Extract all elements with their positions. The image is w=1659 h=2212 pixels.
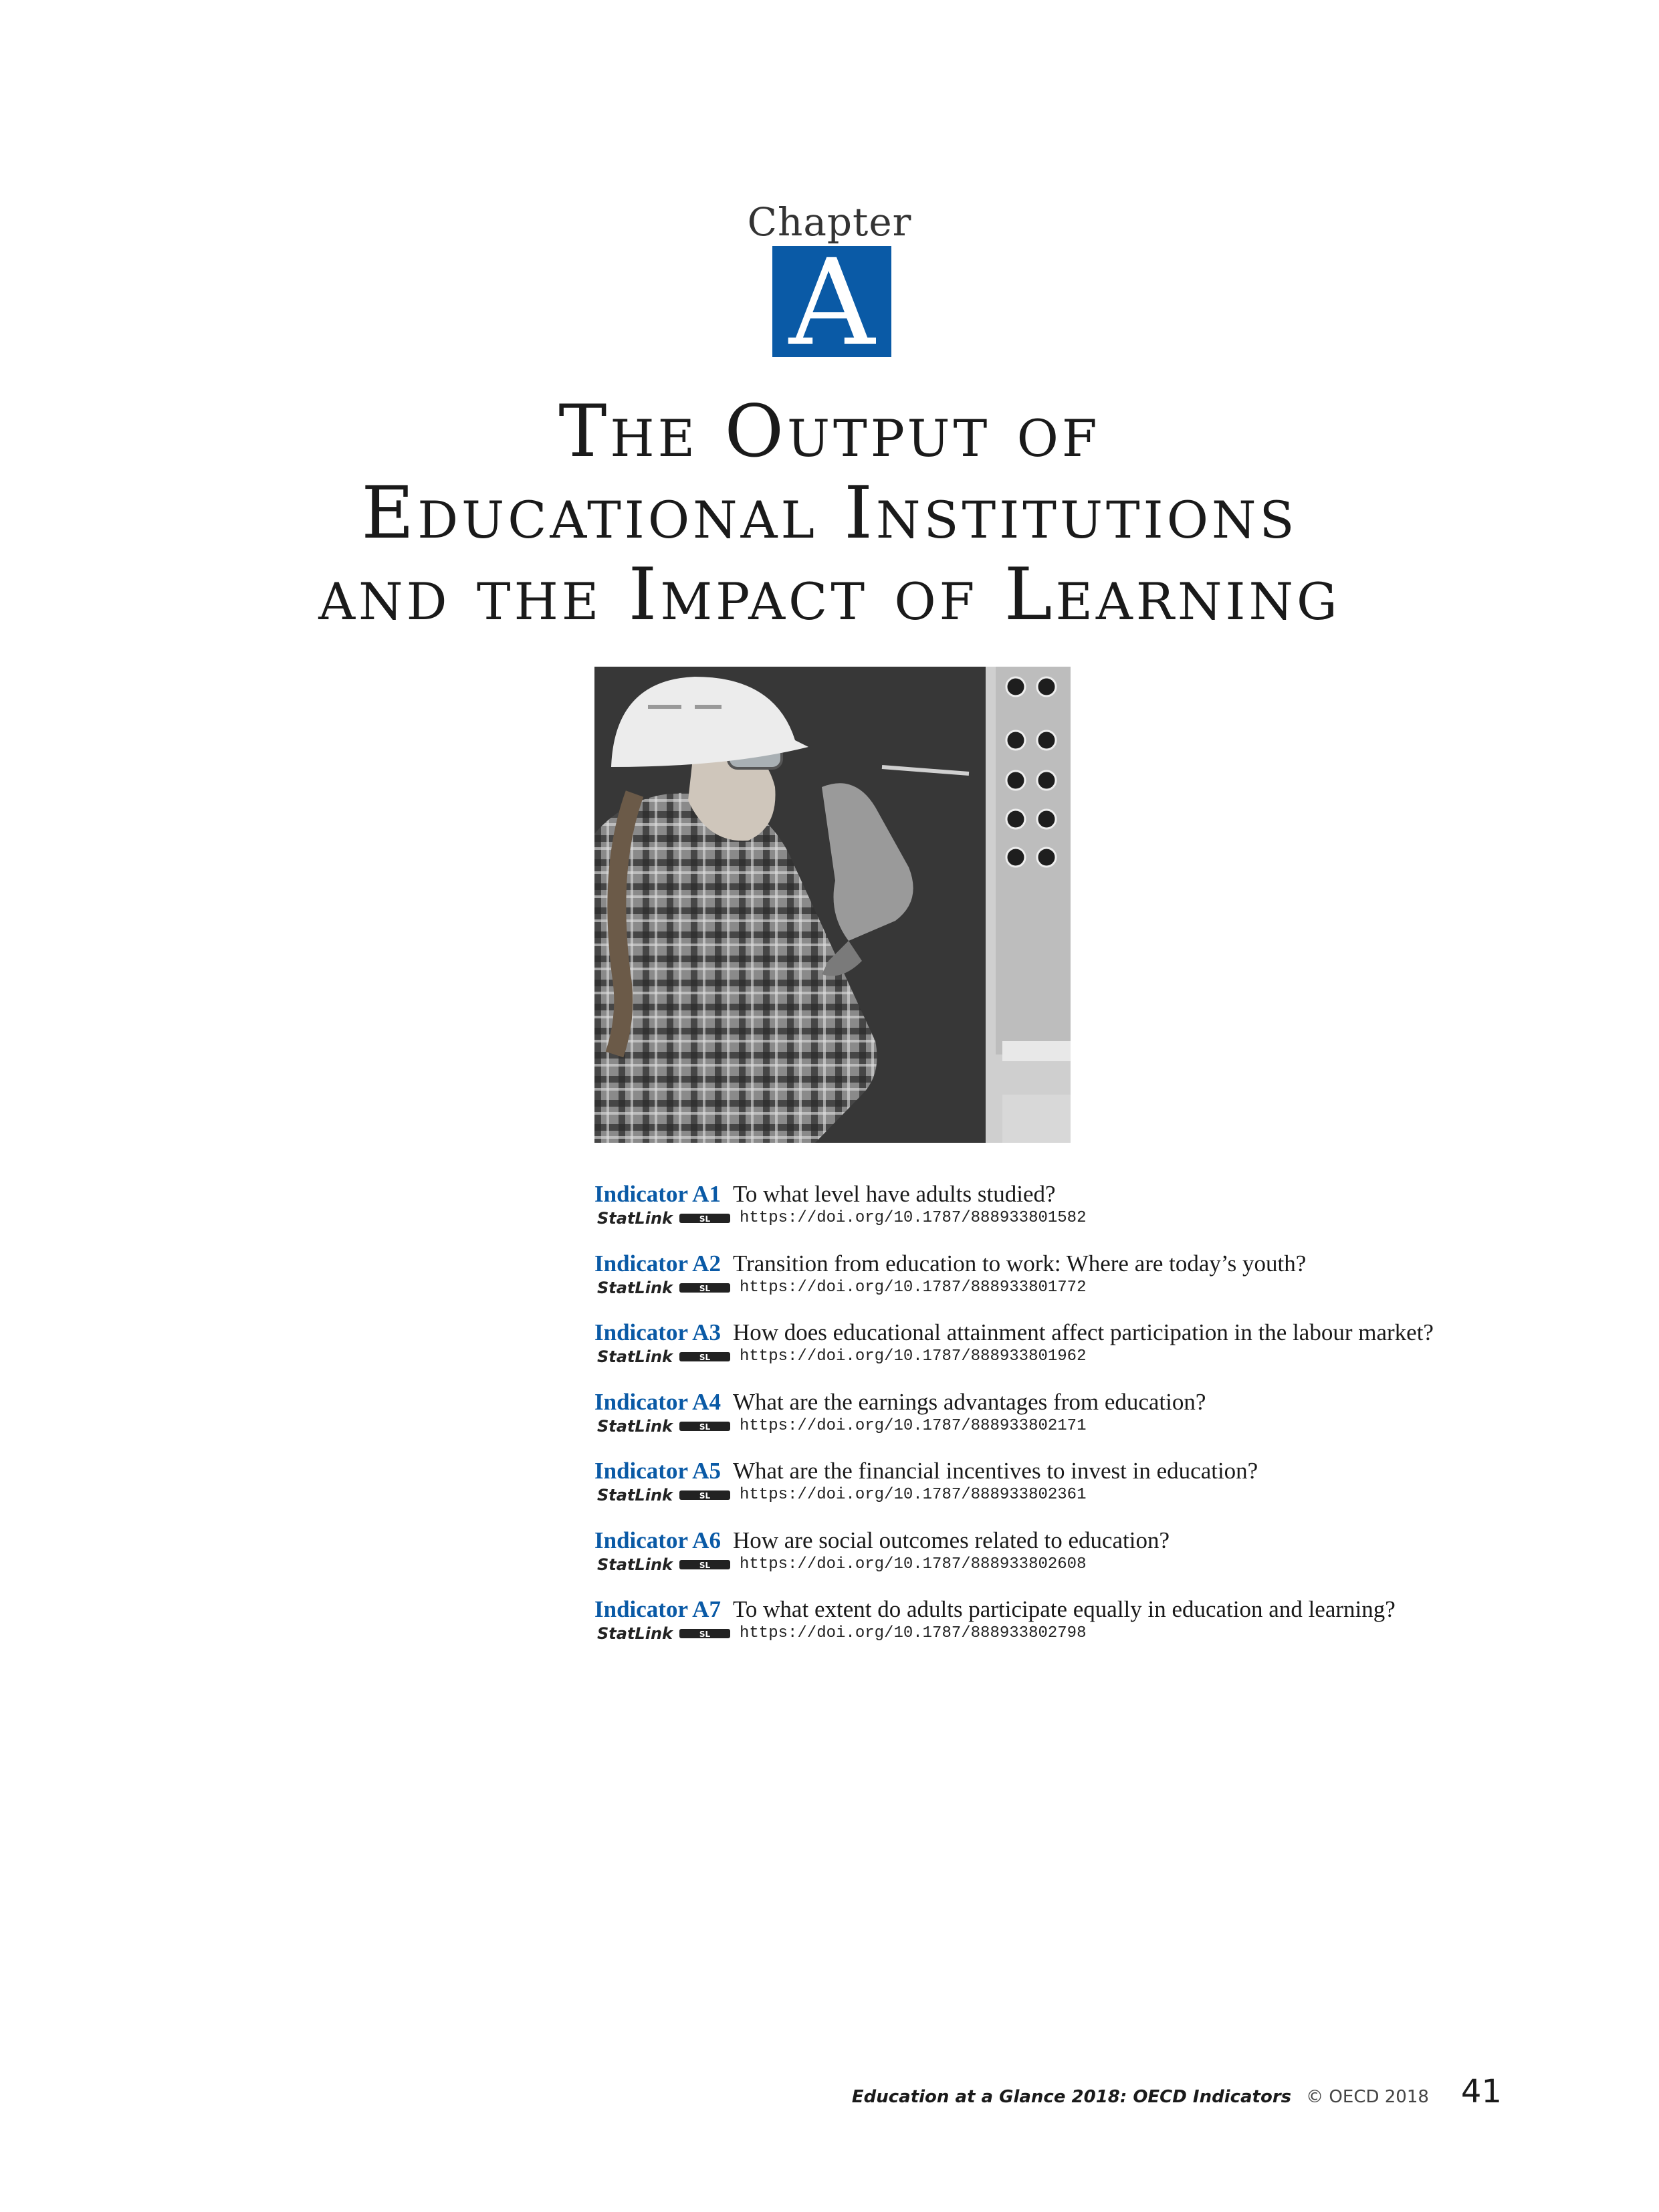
indicator-question: What are the earnings advantages from education? [732, 1388, 1206, 1415]
indicator-question: What are the financial incentives to invest in education? [732, 1458, 1258, 1484]
statlink-label: StatLink [597, 1278, 673, 1297]
indicator-question: How are social outcomes related to education? [732, 1527, 1170, 1553]
statlink-url[interactable]: https://doi.org/10.1787/888933802171 [740, 1416, 1087, 1435]
indicator-question: To what extent do adults participate equally in education and learning? [732, 1596, 1396, 1622]
indicator-item [594, 1319, 1597, 1388]
indicator-item [594, 1595, 1597, 1665]
indicator-item [594, 1180, 1597, 1250]
indicator-item [594, 1527, 1597, 1596]
chapter-title [0, 391, 1659, 636]
statlink-icon [679, 1558, 730, 1571]
statlink-label: StatLink [597, 1624, 673, 1643]
indicator-code[interactable]: Indicator A1 [594, 1181, 721, 1207]
svg-text:SL: SL [699, 1353, 711, 1362]
indicator-code[interactable]: Indicator A2 [594, 1250, 721, 1277]
chapter-letter: A [788, 233, 875, 372]
indicator-question: Transition from education to work: Where are today’s youth? [732, 1250, 1307, 1277]
chapter-title-line: Educational Institutions [361, 471, 1298, 555]
statlink-icon [679, 1212, 730, 1225]
chapter-label: Chapter [747, 199, 912, 245]
statlink-url[interactable]: https://doi.org/10.1787/888933801962 [740, 1347, 1087, 1365]
statlink-icon [679, 1488, 730, 1502]
statlink-label: StatLink [597, 1209, 673, 1228]
indicator-item [594, 1250, 1597, 1319]
statlink-url[interactable]: https://doi.org/10.1787/888933802361 [740, 1486, 1087, 1504]
indicator-question: How does educational attainment affect participation in the labour market? [732, 1319, 1434, 1345]
statlink-label: StatLink [597, 1416, 673, 1436]
indicator-code[interactable]: Indicator A5 [594, 1458, 721, 1484]
indicator-item [594, 1388, 1597, 1458]
statlink-url[interactable]: https://doi.org/10.1787/888933802608 [740, 1555, 1087, 1573]
footer-publication-title: Education at a Glance 2018: OECD Indicators [851, 2087, 1292, 2107]
chapter-title-line: The Output of [558, 390, 1101, 473]
statlink-url[interactable]: https://doi.org/10.1787/888933802798 [740, 1624, 1087, 1642]
statlink-url[interactable]: https://doi.org/10.1787/888933801772 [740, 1278, 1087, 1297]
svg-text:SL: SL [699, 1422, 711, 1432]
svg-text:SL: SL [699, 1491, 711, 1501]
chapter-photo [594, 667, 1071, 1143]
statlink-label: StatLink [597, 1555, 673, 1574]
indicator-code[interactable]: Indicator A3 [594, 1319, 721, 1345]
indicator-code[interactable]: Indicator A6 [594, 1527, 721, 1553]
chapter-badge [772, 233, 891, 372]
statlink-icon [679, 1350, 730, 1363]
indicator-question: To what level have adults studied? [732, 1181, 1056, 1207]
statlink-icon [679, 1627, 730, 1640]
svg-text:SL: SL [699, 1630, 711, 1639]
indicator-code[interactable]: Indicator A7 [594, 1596, 721, 1622]
footer-copyright: © OECD 2018 [1306, 2087, 1429, 2107]
statlink-url[interactable]: https://doi.org/10.1787/888933801582 [740, 1209, 1087, 1227]
indicator-item [594, 1457, 1597, 1527]
svg-text:SL: SL [699, 1214, 711, 1224]
indicator-code[interactable]: Indicator A4 [594, 1388, 721, 1415]
statlink-label: StatLink [597, 1347, 673, 1366]
indicator-list [594, 1180, 1597, 1665]
statlink-icon [679, 1420, 730, 1433]
page-number: 41 [1460, 2073, 1502, 2110]
statlink-icon [679, 1281, 730, 1295]
svg-text:SL: SL [699, 1283, 711, 1293]
page-footer [852, 2073, 1502, 2110]
statlink-label: StatLink [597, 1486, 673, 1505]
chapter-title-line: and the Impact of Learning [318, 553, 1341, 637]
svg-text:SL: SL [699, 1560, 711, 1570]
